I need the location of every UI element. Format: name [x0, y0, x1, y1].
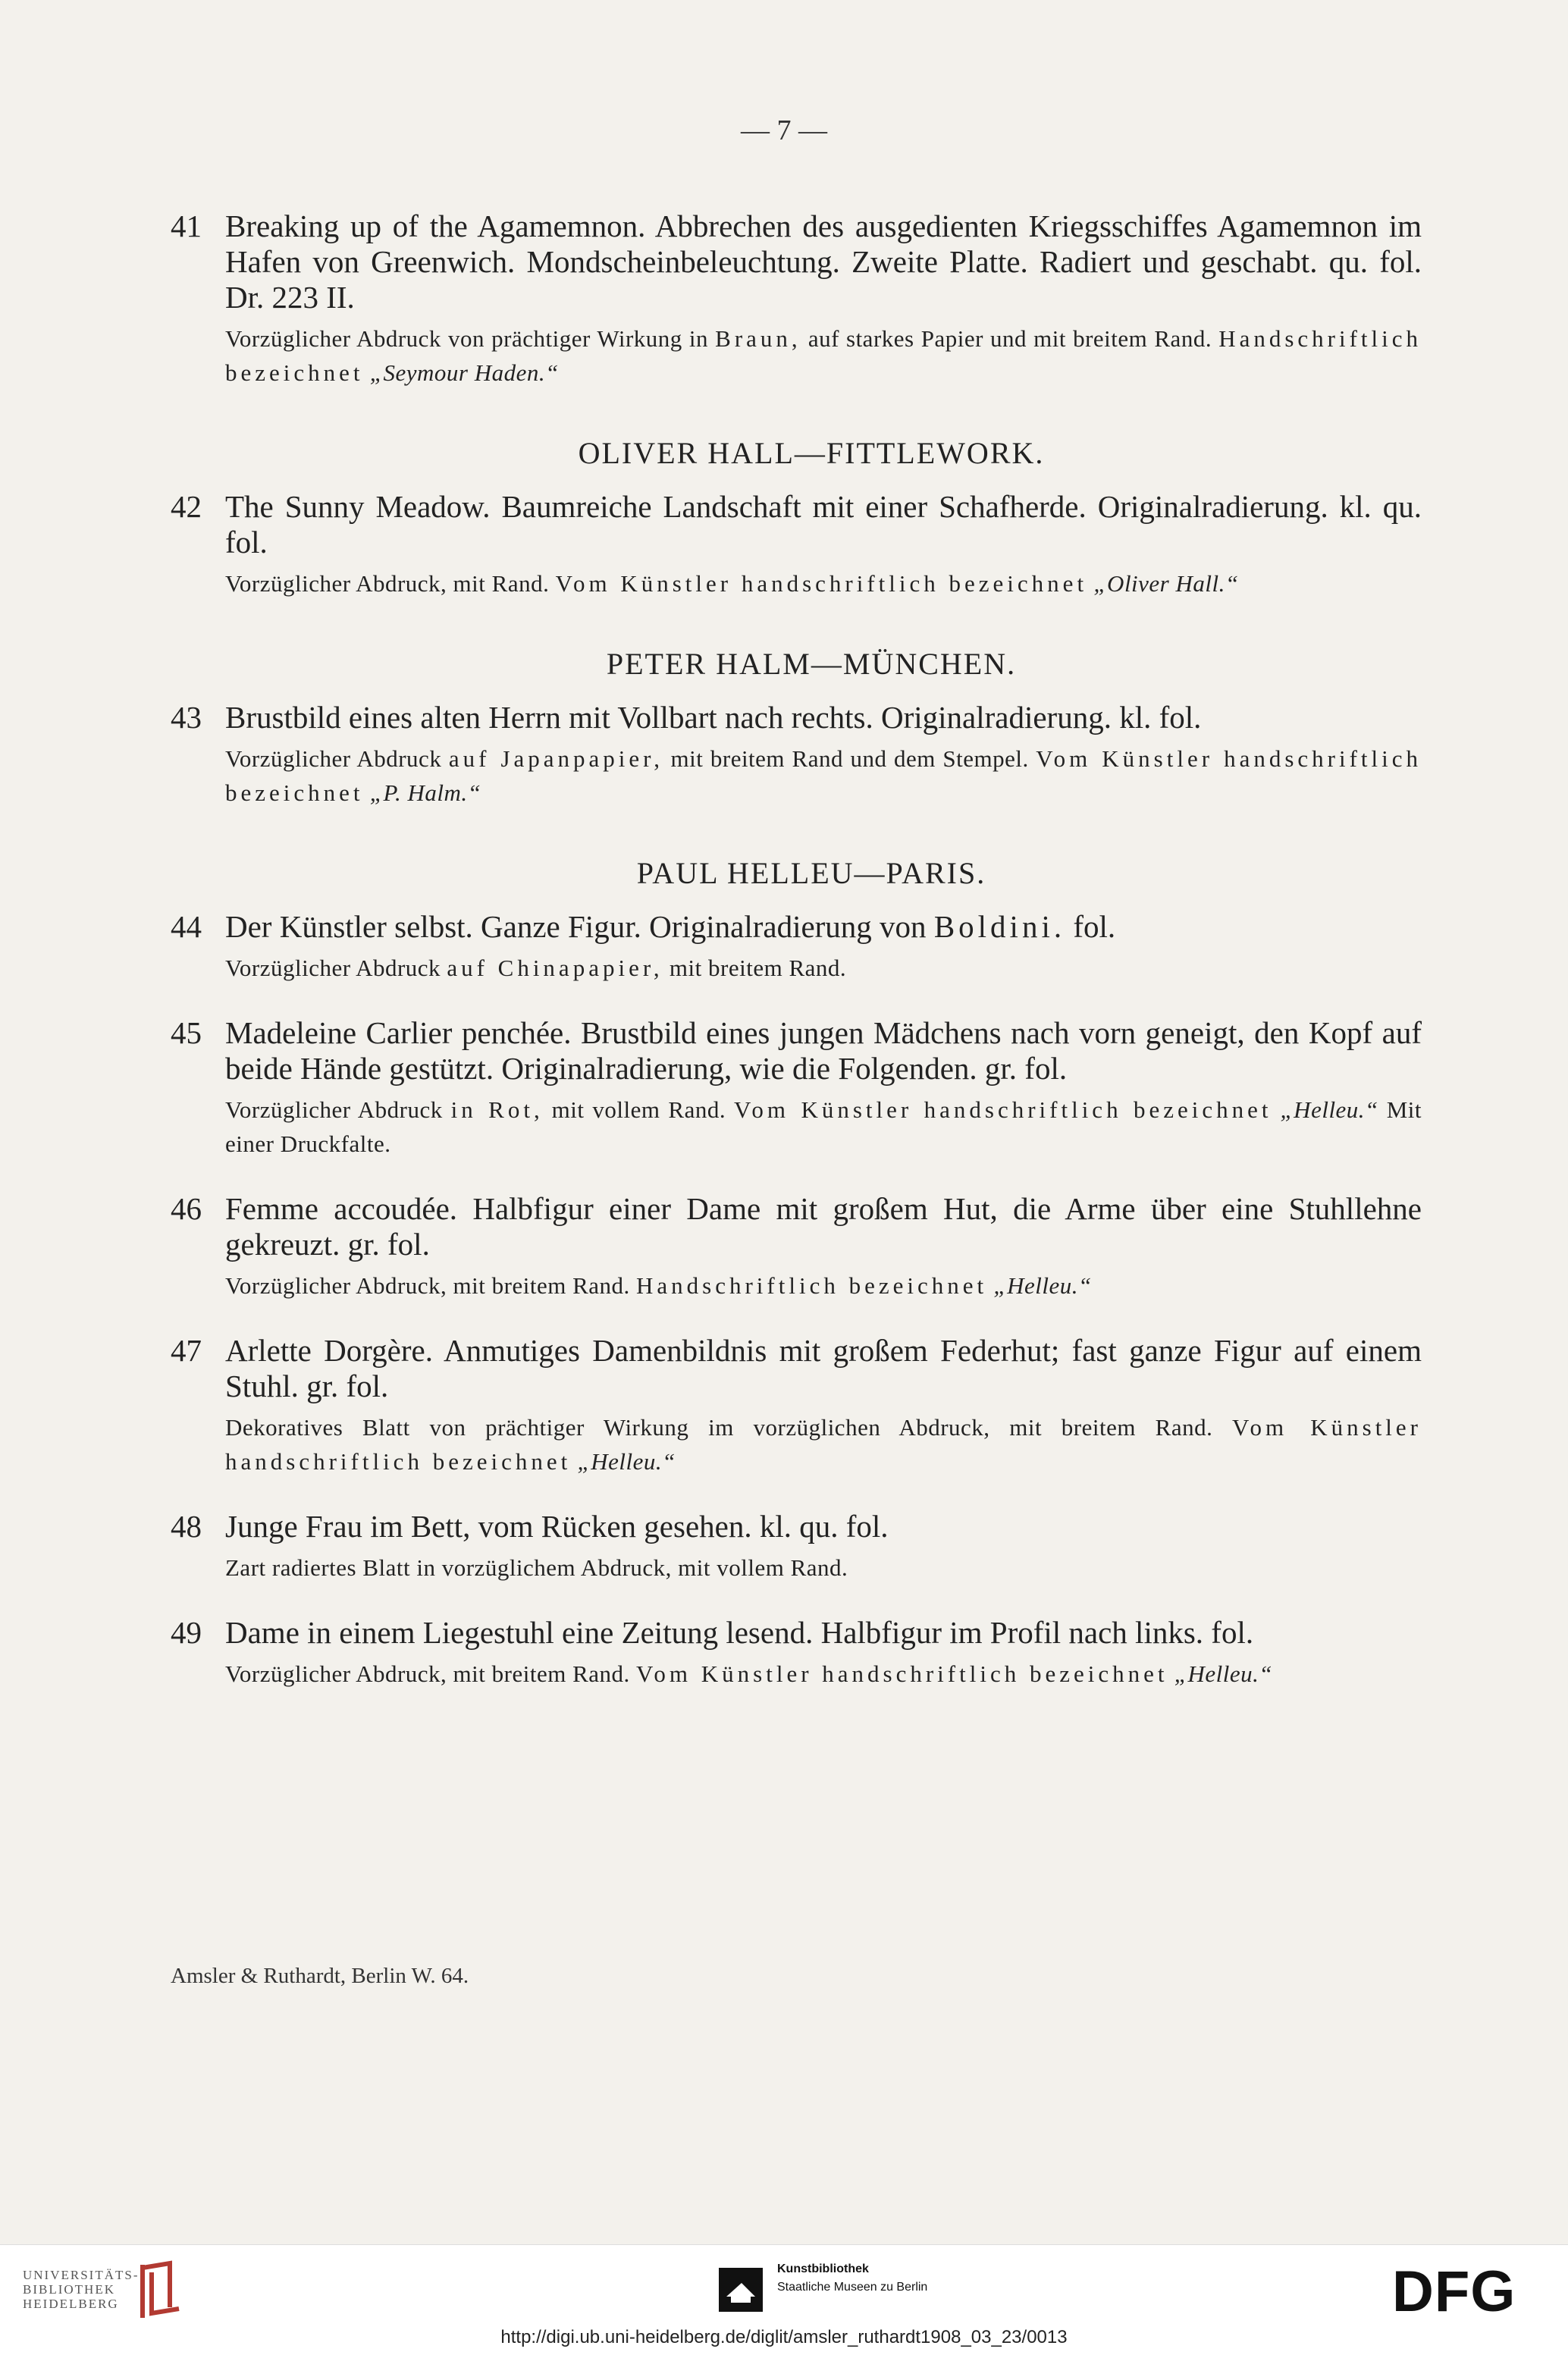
note-text: Vorzüglicher Abdruck, mit Rand.: [225, 570, 550, 597]
kunstbibliothek-label[interactable]: [777, 2260, 927, 2297]
note-text: Vorzüglicher Abdruck, mit breitem Rand.: [225, 1272, 630, 1299]
lot-title: Brustbild eines alten Herrn mit Vollbart nach rechts. Originalradierung. kl. fol.: [225, 700, 1202, 735]
lot-number: 49: [171, 1615, 202, 1650]
lot-number: 42: [171, 489, 202, 524]
note-text: Vorzüglicher Abdruck: [225, 745, 442, 772]
uni-line: HEIDELBERG: [23, 2297, 119, 2311]
lot-49: [171, 1615, 1422, 1691]
signature-text: „Oliver Hall.“: [1093, 570, 1239, 597]
lot-note: [225, 1093, 1422, 1161]
lot-note: [225, 1657, 1422, 1691]
kb-subtitle: Staatliche Museen zu Berlin: [777, 2281, 928, 2294]
uni-line: UNIVERSITÄTS-: [23, 2268, 140, 2282]
lot-title: The Sunny Meadow. Baumreiche Landschaft mit einer Schafherde. Originalradierung. kl. qu. fol.: [225, 489, 1422, 560]
catalog-list: [171, 209, 1422, 1691]
lot-43: [171, 700, 1422, 810]
lot-note: [225, 951, 1422, 985]
dfg-logo[interactable]: DFG: [1392, 2259, 1516, 2324]
lot-48: [171, 1509, 1422, 1585]
note-spaced: Handschriftlich bezeichnet: [225, 325, 1422, 386]
section-heading-peter-halm: PETER HALM—MÜNCHEN.: [606, 647, 1017, 681]
lot-46: [171, 1191, 1422, 1303]
signature-text: „Helleu.“: [1280, 1096, 1378, 1123]
note-spaced: auf Chinapapier,: [447, 955, 663, 981]
note-text: mit vollem Rand.: [551, 1096, 726, 1123]
university-library-label[interactable]: [23, 2268, 140, 2311]
kunstbibliothek-logo-icon[interactable]: [719, 2268, 763, 2312]
note-text: Mit einer Druckfalte.: [225, 1096, 1422, 1157]
printer-imprint: Amsler & Ruthardt, Berlin W. 64.: [171, 1964, 469, 1988]
lot-number: 43: [171, 700, 202, 735]
lot-title: Junge Frau im Bett, vom Rücken gesehen. kl. qu. fol.: [225, 1509, 889, 1544]
signature-text: „Helleu.“: [1174, 1660, 1273, 1687]
note-text: Vorzüglicher Abdruck: [225, 1096, 443, 1123]
lot-45: [171, 1015, 1422, 1161]
lot-title: Arlette Dorgère. Anmutiges Damenbildnis mit großem Federhut; fast ganze Figur auf einem Stuhl. gr. fol.: [225, 1333, 1422, 1403]
lot-note: [225, 321, 1422, 390]
signature-text: „P. Halm.“: [369, 779, 481, 806]
note-text: Dekoratives Blatt von prächtiger Wirkung im vorzüglichen Abdruck, mit breitem Rand.: [225, 1414, 1213, 1441]
permalink-url[interactable]: http://digi.ub.uni-heidelberg.de/diglit/amsler_ruthardt1908_03_23/0013: [500, 2327, 1068, 2347]
kb-name: Kunstbibliothek: [777, 2262, 869, 2275]
lot-number: 44: [171, 909, 202, 944]
section-heading-oliver-hall: OLIVER HALL—FITTLEWORK.: [578, 436, 1045, 470]
lot-47: [171, 1333, 1422, 1479]
lot-number: 46: [171, 1191, 202, 1226]
note-text: Vorzüglicher Abdruck von prächtiger Wirkung in: [225, 325, 709, 352]
page-number: — 7 —: [741, 114, 827, 146]
lot-note: [225, 566, 1422, 601]
lot-note: [225, 1268, 1422, 1303]
signature-text: „Seymour Haden.“: [369, 359, 559, 386]
lot-title: Femme accoudée. Halbfigur einer Dame mit großem Hut, die Arme über eine Stuhllehne gekreuzt. gr. fol.: [225, 1191, 1422, 1262]
note-spaced: Vom Künstler handschriftlich bezeichnet: [225, 745, 1422, 806]
lot-number: 45: [171, 1015, 202, 1050]
note-spaced: Braun,: [715, 325, 801, 352]
signature-text: „Helleu.“: [577, 1448, 676, 1475]
note-spaced: in Rot,: [450, 1096, 544, 1123]
note-text: Vorzüglicher Abdruck, mit breitem Rand.: [225, 1660, 630, 1687]
lot-note: [225, 1410, 1422, 1479]
lot-44: [171, 909, 1422, 985]
title-text: Der Künstler selbst. Ganze Figur. Originalradierung von: [225, 909, 927, 944]
lot-note: [225, 742, 1422, 810]
title-text: fol.: [1073, 909, 1116, 944]
lot-number: 48: [171, 1509, 202, 1544]
lot-42: [171, 489, 1422, 601]
note-text: auf starkes Papier und mit breitem Rand.: [808, 325, 1212, 352]
title-spaced: Boldini.: [933, 909, 1066, 944]
lot-note: Zart radiertes Blatt in vorzüglichem Abdruck, mit vollem Rand.: [225, 1554, 848, 1581]
note-text: Vorzüglicher Abdruck: [225, 955, 441, 981]
note-spaced: Handschriftlich bezeichnet: [636, 1272, 988, 1299]
section-heading-paul-helleu: PAUL HELLEU—PARIS.: [636, 856, 986, 890]
signature-text: „Helleu.“: [993, 1272, 1092, 1299]
note-text: mit breitem Rand und dem Stempel.: [670, 745, 1029, 772]
lot-number: 47: [171, 1333, 202, 1368]
note-spaced: Vom Künstler handschriftlich bezeichnet: [225, 1414, 1422, 1475]
lot-title: Dame in einem Liegestuhl eine Zeitung lesend. Halbfigur im Profil nach links. fol.: [225, 1615, 1254, 1650]
note-spaced: auf Japanpapier,: [448, 745, 663, 772]
note-spaced: Vom Künstler handschriftlich bezeichnet: [734, 1096, 1272, 1123]
lot-41: [171, 209, 1422, 390]
note-text: mit breitem Rand.: [669, 955, 847, 981]
lot-title: Breaking up of the Agamemnon. Abbrechen des ausgedienten Kriegsschiffes Agamemnon im Hafen von Greenwich. Mondscheinbeleuchtung. Zweite Platte. Radiert und geschabt. qu. fol. Dr. 223 II.: [225, 209, 1422, 315]
lot-number: 41: [171, 209, 202, 243]
viewer-footer: [0, 2244, 1568, 2355]
lot-title: Madeleine Carlier penchée. Brustbild eines jungen Mädchens nach vorn geneigt, den Kopf auf beide Hände gestützt. Originalradierung, wie die Folgenden. gr. fol.: [225, 1015, 1422, 1086]
uni-line: BIBLIOTHEK: [23, 2282, 115, 2297]
note-spaced: Vom Künstler handschriftlich bezeichnet: [636, 1660, 1168, 1687]
university-logo-icon[interactable]: [136, 2260, 185, 2322]
lot-title: [225, 909, 1422, 945]
note-spaced: Vom Künstler handschriftlich bezeichnet: [555, 570, 1088, 597]
